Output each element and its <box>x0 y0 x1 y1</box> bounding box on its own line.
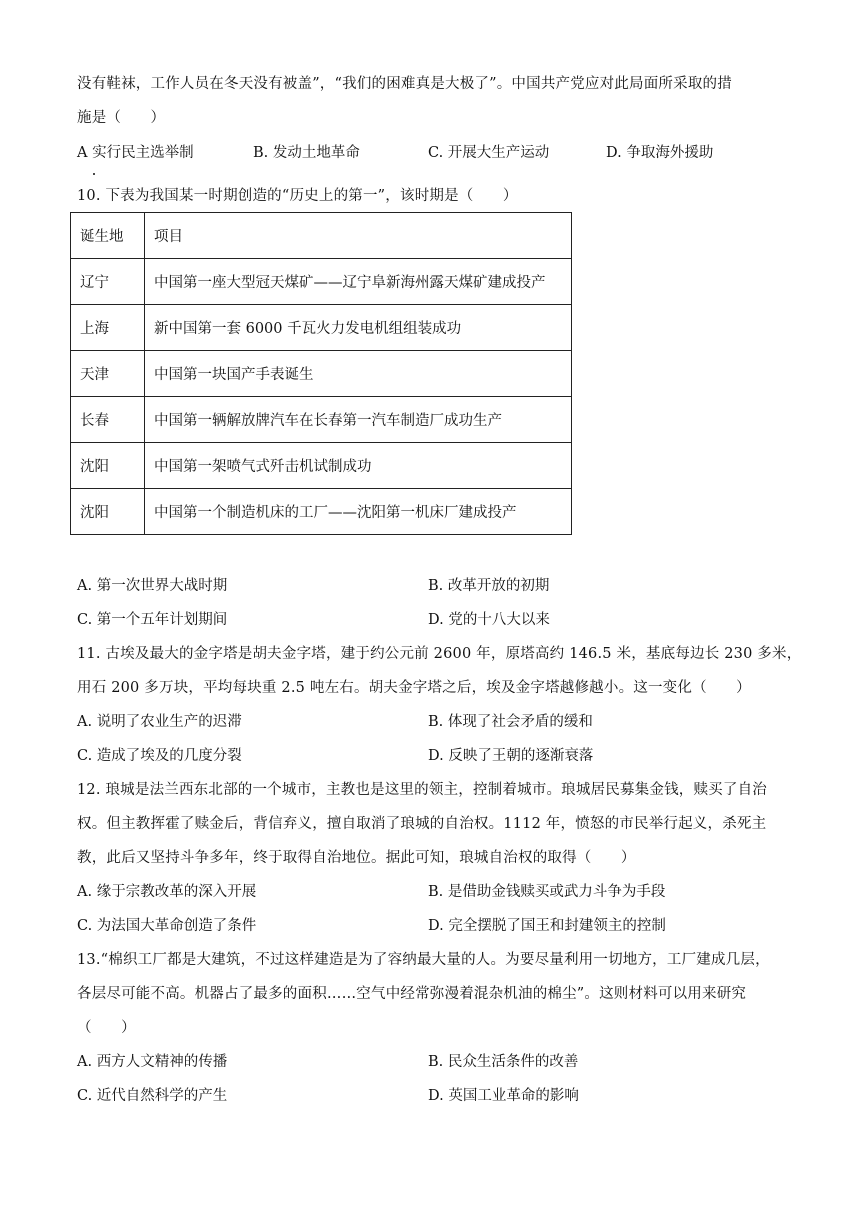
table-row <box>71 259 572 305</box>
table-cell-item: 新中国第一套 6000 千瓦火力发电机组组装成功 <box>145 305 572 351</box>
q9-stem-line-2: 施是（ ） <box>77 110 166 126</box>
q10-table <box>70 212 572 535</box>
q12-option-c[interactable]: C. 为法国大革命创造了条件 <box>77 918 257 934</box>
q10-option-a[interactable]: A. 第一次世界大战时期 <box>77 578 228 594</box>
table-row <box>71 397 572 443</box>
table-cell-place: 天津 <box>71 351 145 397</box>
table-cell-item: 中国第一架喷气式歼击机试制成功 <box>145 443 572 489</box>
table-row <box>71 489 572 535</box>
q13-option-c[interactable]: C. 近代自然科学的产生 <box>77 1088 228 1104</box>
q11-option-a[interactable]: A. 说明了农业生产的迟滞 <box>77 714 242 730</box>
q9-stem-line-1: 没有鞋袜，工作人员在冬天没有被盖”，“我们的困难真是大极了”。中国共产党应对此局面所采取的措 <box>77 76 732 92</box>
q10-option-c[interactable]: C. 第一个五年计划期间 <box>77 612 228 628</box>
q12-stem-line-2: 权。但主教挥霍了赎金后，背信弃义，擅自取消了琅城的自治权。1112 年，愤怒的市民举行起义，杀死主 <box>77 816 767 832</box>
q11-stem-line-1: 11. 古埃及最大的金字塔是胡夫金字塔，建于约公元前 2600 年，原塔高约 146.5 米，基底每边长 230 多米， <box>77 646 802 662</box>
q12-stem-line-3: 教，此后又坚持斗争多年，终于取得自治地位。据此可知，琅城自治权的取得（ ） <box>77 850 636 866</box>
q13-stem-line-2: 各层尽可能不高。机器占了最多的面积……空气中经常弥漫着混杂机油的棉尘”。这则材料可以用来研究 <box>77 986 747 1002</box>
q12-option-b[interactable]: B. 是借助金钱赎买或武力斗争为手段 <box>428 884 666 900</box>
q9-option-b[interactable]: B. 发动土地革命 <box>253 145 360 161</box>
q10-option-d[interactable]: D. 党的十八大以来 <box>428 612 550 628</box>
table-row <box>71 305 572 351</box>
dot-mark <box>93 173 95 175</box>
q11-option-b[interactable]: B. 体现了社会矛盾的缓和 <box>428 714 593 730</box>
q13-option-d[interactable]: D. 英国工业革命的影响 <box>428 1088 579 1104</box>
table-cell-place: 辽宁 <box>71 259 145 305</box>
q13-stem-line-3: （ ） <box>77 1020 136 1036</box>
table-row <box>71 443 572 489</box>
q9-option-d[interactable]: D. 争取海外援助 <box>606 145 714 161</box>
table-cell-item: 中国第一座大型冠天煤矿——辽宁阜新海州露天煤矿建成投产 <box>145 259 572 305</box>
q11-option-d[interactable]: D. 反映了王朝的逐渐衰落 <box>428 748 594 764</box>
table-cell-item: 中国第一个制造机床的工厂——沈阳第一机床厂建成投产 <box>145 489 572 535</box>
table-cell-place: 沈阳 <box>71 489 145 535</box>
q12-option-d[interactable]: D. 完全摆脱了国王和封建领主的控制 <box>428 918 666 934</box>
table-header-cell: 诞生地 <box>71 213 145 259</box>
table-cell-place: 长春 <box>71 397 145 443</box>
table-cell-place: 上海 <box>71 305 145 351</box>
q13-option-b[interactable]: B. 民众生活条件的改善 <box>428 1054 579 1070</box>
q9-option-c[interactable]: C. 开展大生产运动 <box>428 145 550 161</box>
q13-option-a[interactable]: A. 西方人文精神的传播 <box>77 1054 228 1070</box>
table-row <box>71 351 572 397</box>
table-header-row <box>71 213 572 259</box>
table-cell-item: 中国第一辆解放牌汽车在长春第一汽车制造厂成功生产 <box>145 397 572 443</box>
q11-option-c[interactable]: C. 造成了埃及的几度分裂 <box>77 748 242 764</box>
q12-option-a[interactable]: A. 缘于宗教改革的深入开展 <box>77 884 257 900</box>
q13-stem-line-1: 13.“棉织工厂都是大建筑，不过这样建造是为了容纳最大量的人。为要尽量利用一切地方，工厂建成几层， <box>77 952 770 968</box>
q10-option-b[interactable]: B. 改革开放的初期 <box>428 578 550 594</box>
table-cell-place: 沈阳 <box>71 443 145 489</box>
q12-stem-line-1: 12. 琅城是法兰西东北部的一个城市，主教也是这里的领主，控制着城市。琅城居民募集金钱，赎买了自治 <box>77 782 767 798</box>
q9-option-a[interactable]: A 实行民主选举制 <box>77 145 194 161</box>
table-cell-item: 中国第一块国产手表诞生 <box>145 351 572 397</box>
q11-stem-line-2: 用石 200 多万块，平均每块重 2.5 吨左右。胡夫金字塔之后，埃及金字塔越修越小。这一变化（ ） <box>77 680 751 696</box>
q10-stem: 10. 下表为我国某一时期创造的“历史上的第一”，该时期是（ ） <box>77 188 518 204</box>
table-header-cell: 项目 <box>145 213 572 259</box>
